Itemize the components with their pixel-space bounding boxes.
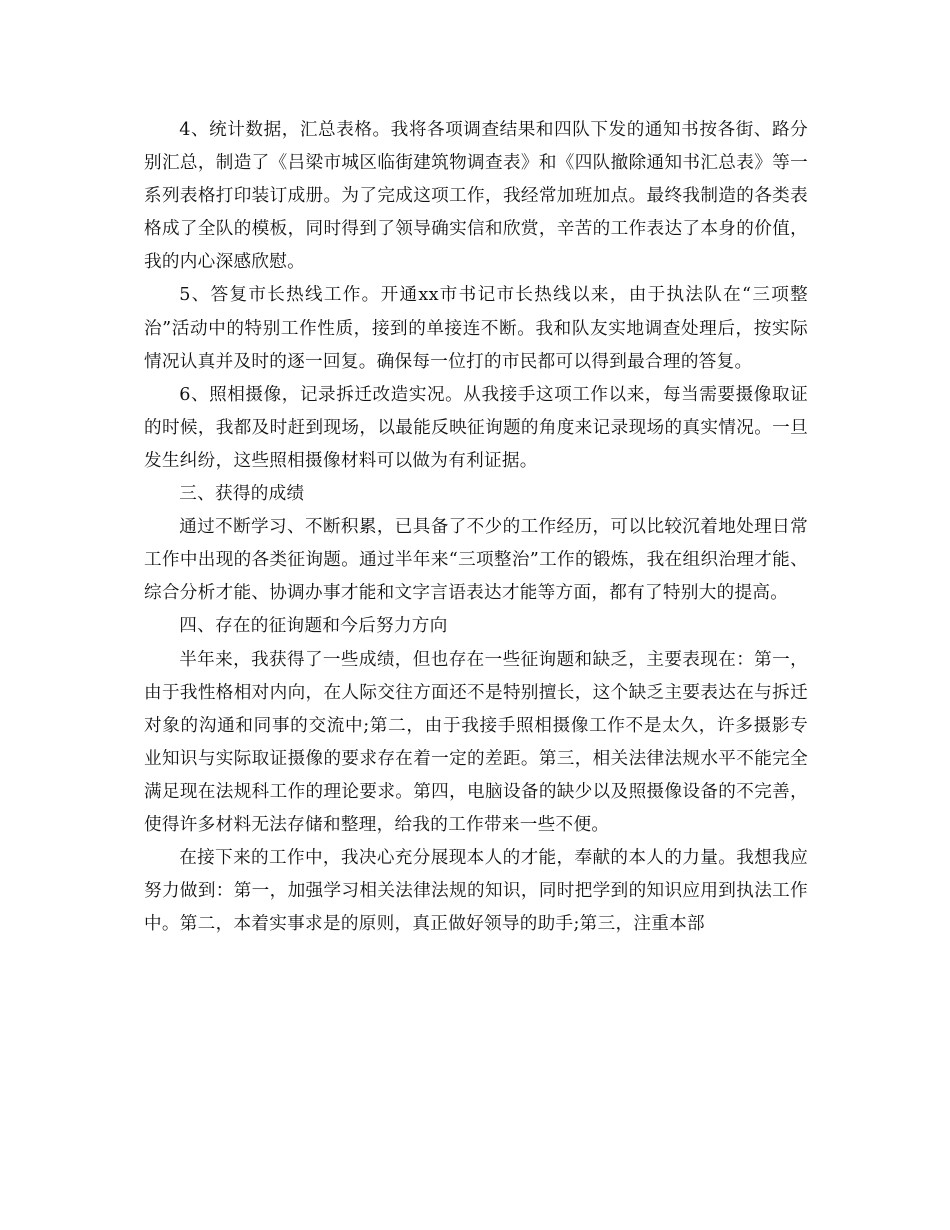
paragraph-item-6-photography: 6、照相摄像，记录拆迁改造实况。从我接手这项工作以来，每当需要摄像取证的时候，我都及时赶到现场，以最能反映征询题的角度来记录现场的真实情况。一旦发生纠纷，这些照相摄像材料可以做为有利证据。: [144, 384, 808, 471]
document-page: [144, 114, 808, 941]
paragraph-problems: 半年来，我获得了一些成绩，但也存在一些征询题和缺乏，主要表现在：第一，由于我性格相对内向，在人际交往方面还不是特别擅长，这个缺乏主要表达在与拆迁对象的沟通和同事的交流中;第二，由于我接手照相摄像工作不是太久，许多摄影专业知识与实际取证摄像的要求存在着一定的差距。第三，相关法律法规水平不能完全满足现在法规科工作的理论要求。第四，电脑设备的缺少以及照摄像设备的不完善，使得许多材料无法存储和整理，给我的工作带来一些不便。: [144, 649, 808, 835]
paragraph-item-4-statistics: 4、统计数据，汇总表格。我将各项调查结果和四队下发的通知书按各街、路分别汇总，制造了《吕梁市城区临街建筑物调查表》和《四队撤除通知书汇总表》等一系列表格打印装订成册。为了完成这项工作，我经常加班加点。最终我制造的各类表格成了全队的模板，同时得到了领导确实信和欣赏，辛苦的工作表达了本身的价值，我的内心深感欣慰。: [144, 120, 808, 273]
section-heading-achievements: 三、获得的成绩: [179, 484, 305, 505]
paragraph-item-5-hotline: 5、答复市长热线工作。开通xx市书记市长热线以来，由于执法队在“三项整治”活动中的特别工作性质，接到的单接连不断。我和队友实地调查处理后，按实际情况认真并及时的逐一回复。确保每一位打的市民都可以得到最合理的答复。: [144, 285, 808, 372]
section-heading-problems: 四、存在的征询题和今后努力方向: [179, 616, 448, 637]
paragraph-achievements: 通过不断学习、不断积累，已具备了不少的工作经历，可以比较沉着地处理日常工作中出现的各类征询题。通过半年来“三项整治”工作的锻炼，我在组织治理才能、综合分析才能、协调办事才能和文字言语表达才能等方面，都有了特别大的提高。: [144, 517, 808, 604]
paragraph-future-plan: 在接下来的工作中，我决心充分展现本人的才能，奉献的本人的力量。我想我应努力做到：第一，加强学习相关法律法规的知识，同时把学到的知识应用到执法工作中。第二，本着实事求是的原则，真正做好领导的助手;第三，注重本部: [144, 848, 808, 935]
